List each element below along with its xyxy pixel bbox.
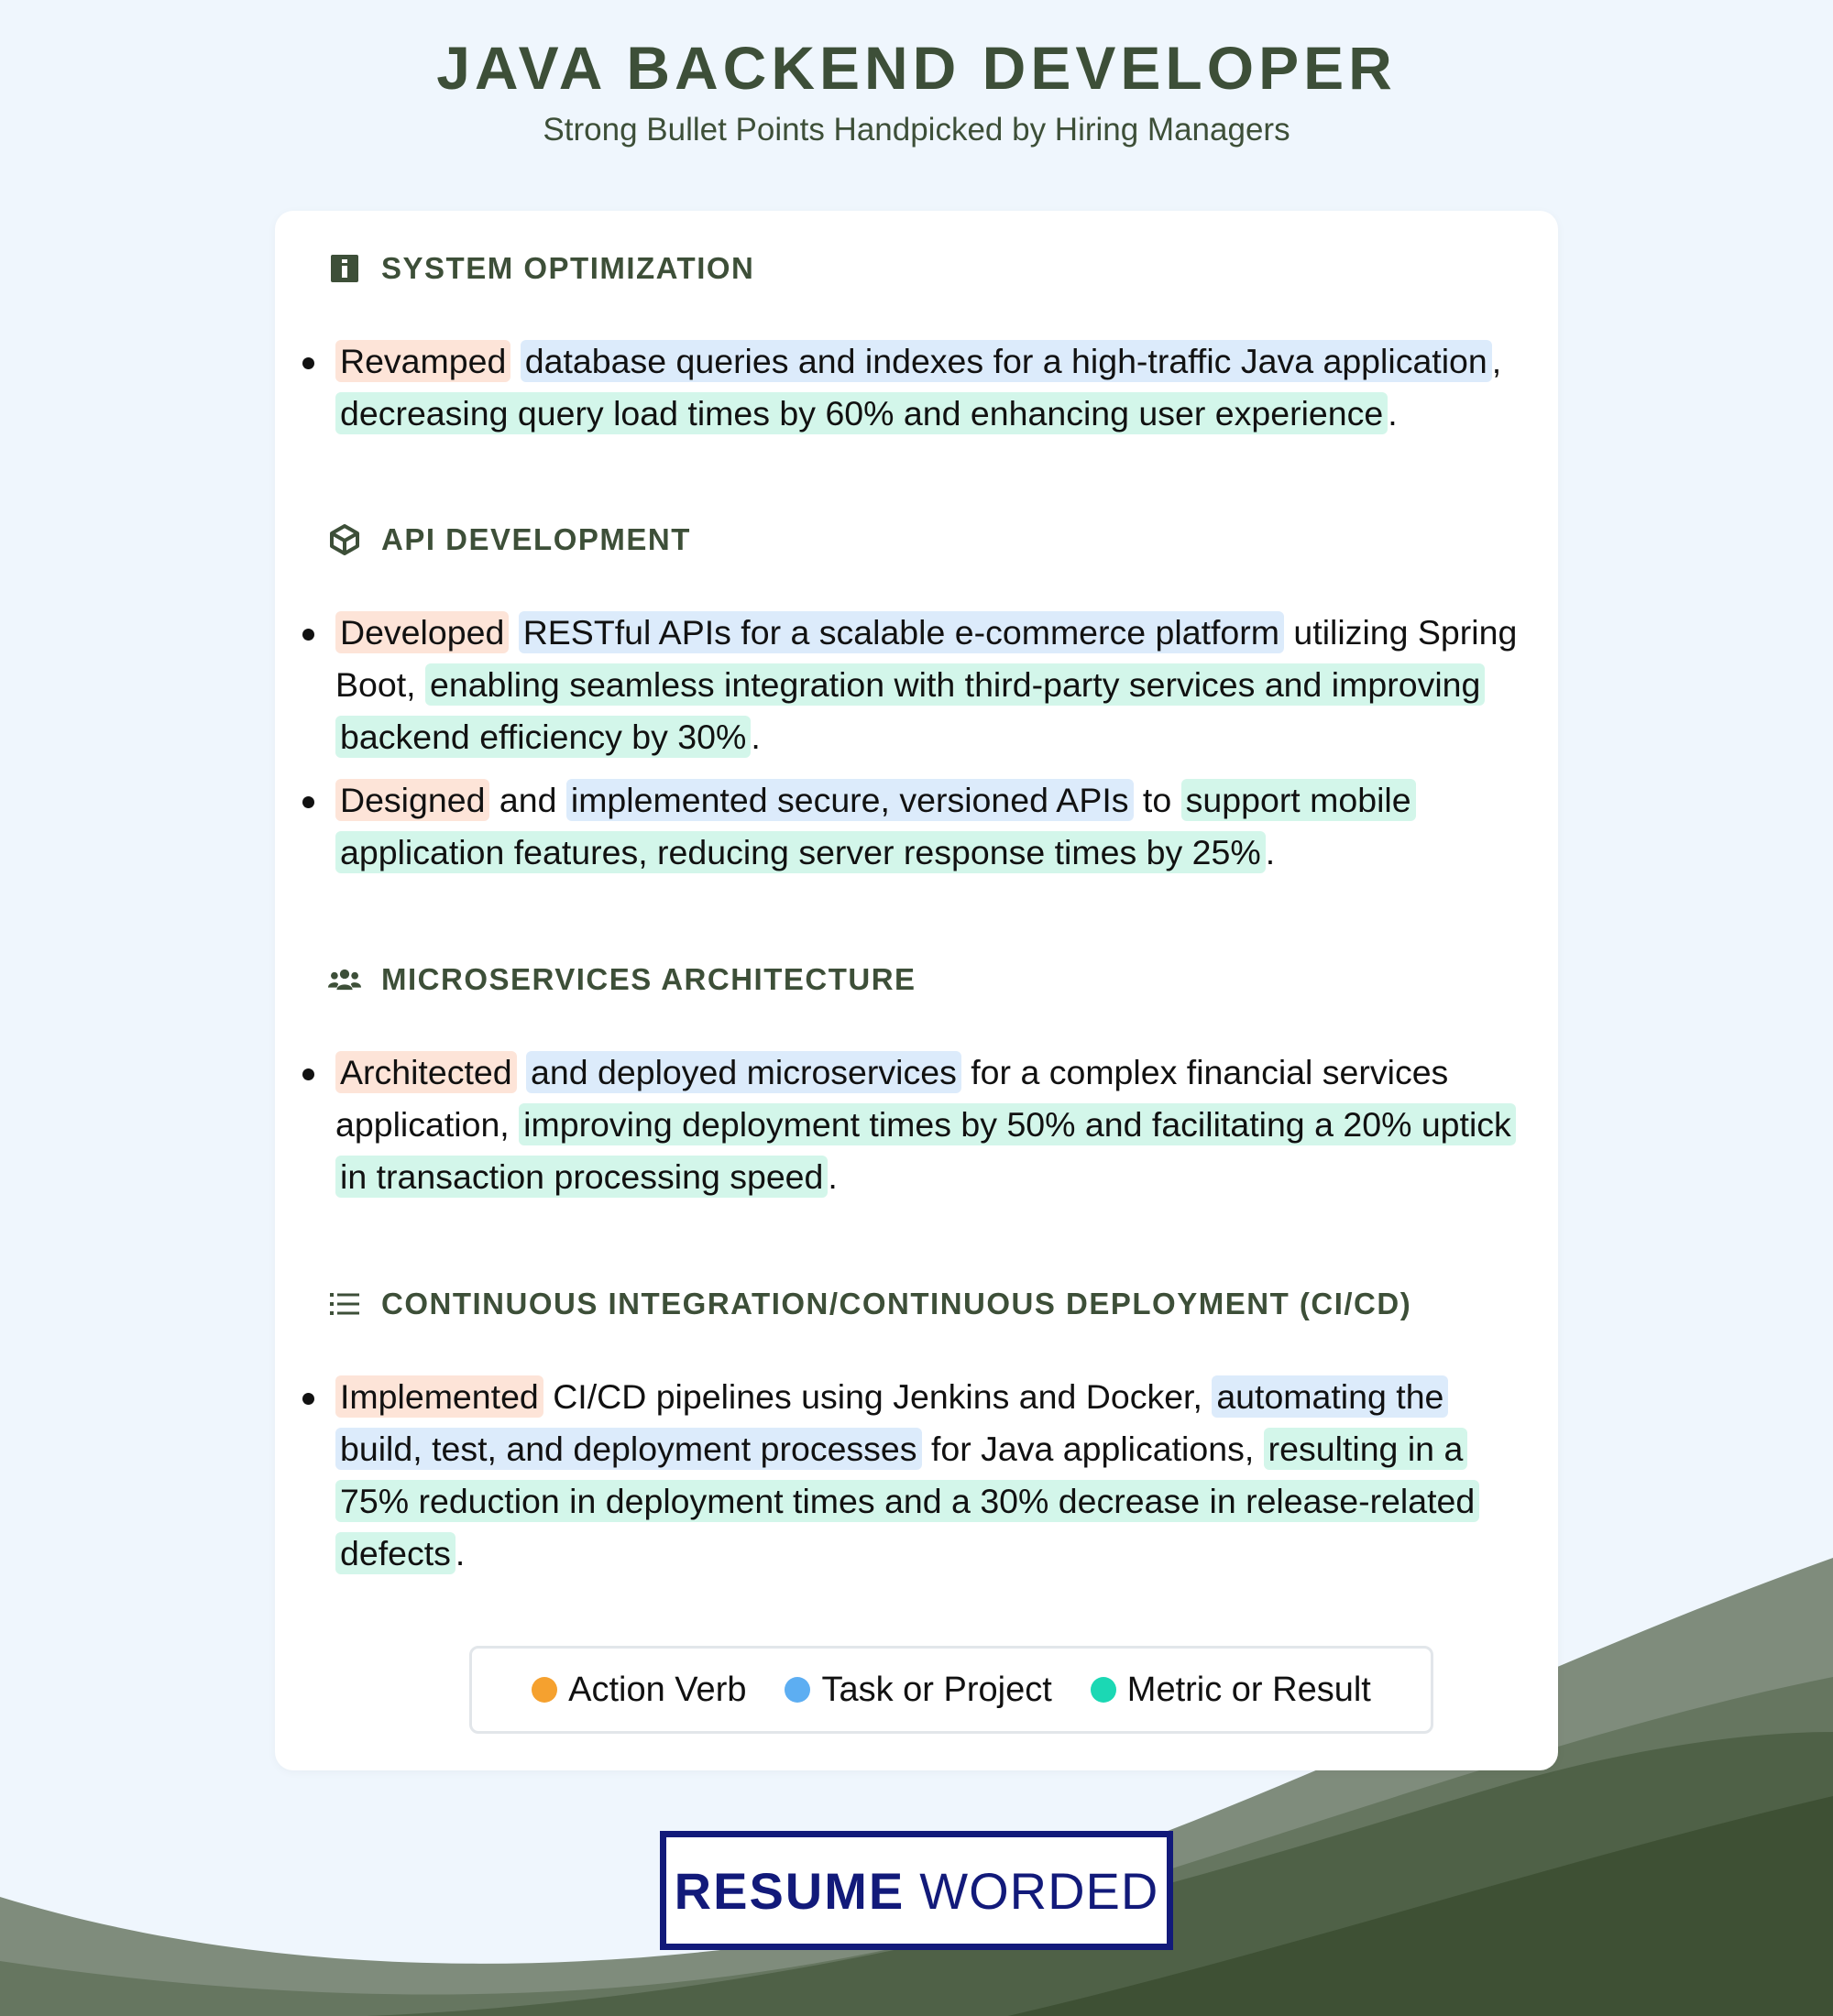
plain-text: [510, 342, 520, 380]
task-highlight: and deployed microservices: [526, 1051, 961, 1093]
teal-dot-icon: [1091, 1677, 1116, 1703]
plain-text: .: [828, 1157, 838, 1196]
section-title: MICROSERVICES ARCHITECTURE: [381, 962, 916, 996]
action-verb-highlight: Designed: [335, 779, 489, 821]
plain-text: utilizing Spring Boot,: [335, 613, 1518, 704]
plain-text: for a complex financial services application,: [335, 1053, 1449, 1144]
plain-text: [509, 613, 518, 652]
bullet-list: [302, 1046, 1535, 1214]
chip-icon: [328, 252, 361, 285]
blue-dot-icon: [785, 1677, 810, 1703]
metric-highlight: enabling seamless integration with third-party services and improving backend efficiency by 30%: [335, 663, 1485, 758]
task-highlight: automating the build, test, and deployment processes: [335, 1375, 1448, 1470]
bullet-item: [302, 607, 1535, 763]
action-verb-highlight: Architected: [335, 1051, 517, 1093]
page-title: JAVA BACKEND DEVELOPER: [436, 34, 1397, 102]
legend-label: Task or Project: [821, 1670, 1052, 1709]
highlight-legend: [469, 1646, 1433, 1734]
action-verb-highlight: Developed: [335, 611, 509, 653]
plain-text: .: [455, 1534, 466, 1572]
orange-dot-icon: [532, 1677, 557, 1703]
users-icon: [328, 963, 361, 996]
legend-item-task: [785, 1671, 1051, 1710]
action-verb-highlight: Implemented: [335, 1375, 543, 1418]
plain-text: CI/CD pipelines using Jenkins and Docker,: [543, 1377, 1213, 1416]
bullet-item: [302, 774, 1535, 879]
bullet-list: [302, 1371, 1535, 1591]
logo-bold-text: RESUME: [674, 1861, 906, 1920]
action-verb-highlight: Revamped: [335, 340, 510, 382]
legend-label: Metric or Result: [1126, 1670, 1371, 1709]
task-highlight: RESTful APIs for a scalable e-commerce platform: [519, 611, 1284, 653]
bullet-item: [302, 1371, 1535, 1580]
task-highlight: implemented secure, versioned APIs: [566, 779, 1134, 821]
legend-item-action: [532, 1671, 746, 1710]
legend-label: Action Verb: [568, 1670, 747, 1709]
cube-icon: [328, 523, 361, 556]
metric-highlight: decreasing query load times by 60% and enhancing user experience: [335, 392, 1388, 434]
plain-text: .: [1388, 394, 1398, 433]
section-heading-ci-cd: [328, 1281, 1411, 1327]
plain-text: [517, 1053, 526, 1091]
metric-highlight: improving deployment times by 50% and facilitating a 20% uptick in transaction processing speed: [335, 1103, 1516, 1198]
plain-text: to: [1133, 781, 1181, 819]
resume-worded-logo: [660, 1831, 1173, 1950]
bullet-points-card: [275, 211, 1558, 1770]
plain-text: and: [489, 781, 566, 819]
section-title: CONTINUOUS INTEGRATION/CONTINUOUS DEPLOYMENT (CI/CD): [381, 1287, 1412, 1320]
bullet-list: [302, 335, 1535, 451]
task-highlight: database queries and indexes for a high-traffic Java application: [521, 340, 1492, 382]
bullet-list: [302, 607, 1535, 890]
section-title: API DEVELOPMENT: [381, 522, 691, 556]
page-subtitle: Strong Bullet Points Handpicked by Hiring Managers: [543, 112, 1290, 148]
section-title: SYSTEM OPTIMIZATION: [381, 251, 755, 285]
legend-item-metric: [1091, 1671, 1371, 1710]
plain-text: ,: [1491, 342, 1502, 380]
bullet-item: [302, 335, 1535, 440]
section-heading-microservices-architecture: [328, 957, 916, 1003]
plain-text: .: [751, 718, 761, 756]
plain-text: .: [1265, 833, 1276, 871]
plain-text: for Java applications,: [921, 1430, 1264, 1468]
list-icon: [328, 1287, 361, 1320]
section-heading-api-development: [328, 517, 691, 563]
logo-light-text: WORDED: [919, 1861, 1159, 1920]
metric-highlight: support mobile application features, reducing server response times by 25%: [335, 779, 1416, 873]
metric-highlight: resulting in a 75% reduction in deployment times and a 30% decrease in release-related defects: [335, 1428, 1479, 1574]
bullet-item: [302, 1046, 1535, 1203]
section-heading-system-optimization: [328, 246, 754, 291]
